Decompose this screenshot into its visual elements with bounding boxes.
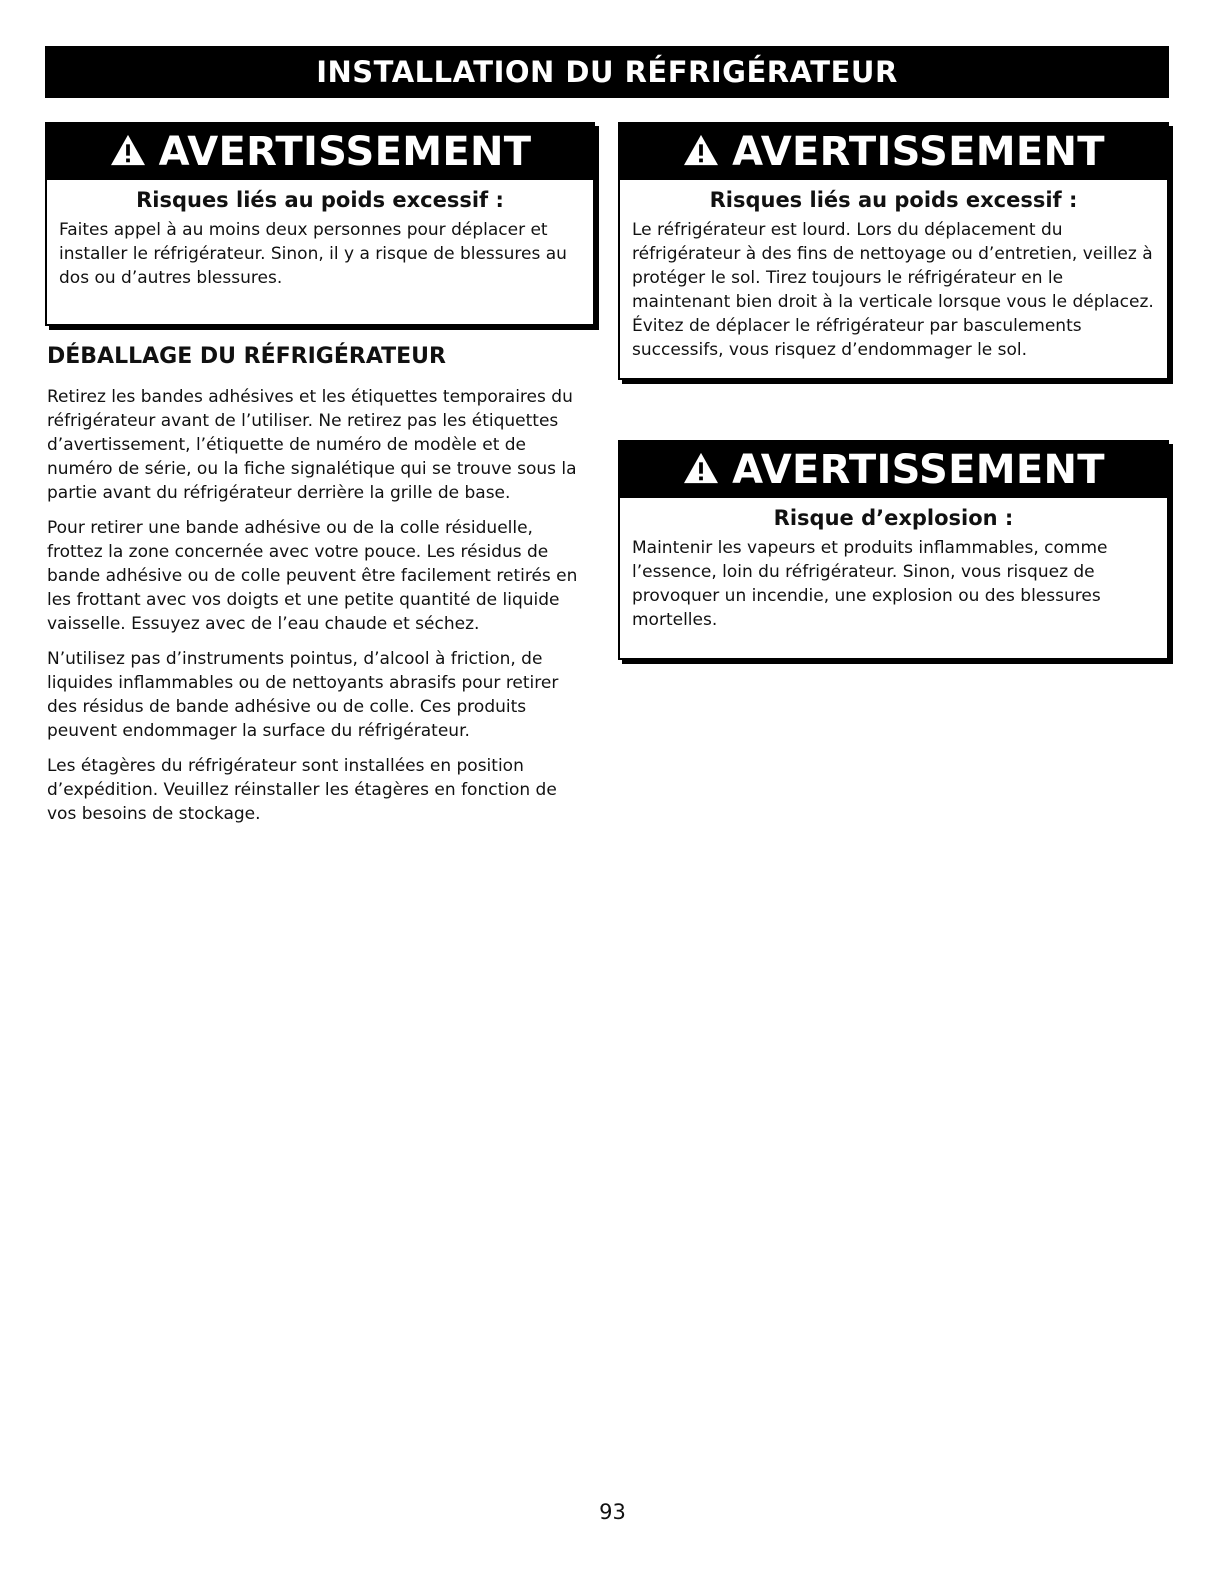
warning-heading: AVERTISSEMENT bbox=[158, 129, 532, 175]
warning-triangle-icon bbox=[682, 451, 720, 485]
unpacking-body bbox=[47, 385, 587, 837]
warning-heading: AVERTISSEMENT bbox=[732, 129, 1105, 175]
warning-header bbox=[620, 442, 1167, 498]
warning-triangle-icon bbox=[109, 133, 147, 167]
paragraph: N’utilisez pas d’instruments pointus, d’alcool à friction, de liquides inflammables ou de nettoyants abrasifs pour retirer des résidus de bande adhésive ou de colle. Ces produits peuvent endommager la surface du réfrigérateur. bbox=[47, 649, 559, 741]
warning-subtitle: Risque d’explosion : bbox=[773, 506, 1014, 530]
warning-triangle-icon bbox=[682, 133, 720, 167]
paragraph: Pour retirer une bande adhésive ou de la colle résiduelle, frottez la zone concernée avec votre pouce. Les résidus de bande adhésive ou de colle peuvent être facilement retirés en les frottant avec vos doigts et une petite quantité de liquide vaisselle. Essuyez avec de l’eau chaude et séchez. bbox=[47, 518, 578, 634]
warning-header bbox=[47, 124, 593, 180]
warning-box-explosion bbox=[618, 440, 1169, 660]
warning-box-weight-right bbox=[618, 122, 1169, 380]
warning-body: Maintenir les vapeurs et produits inflammables, comme l’essence, loin du réfrigérateur. Sinon, vous risquez de provoquer un incendie, une explosion ou des blessures mortelles. bbox=[632, 538, 1108, 630]
paragraph: Retirez les bandes adhésives et les étiquettes temporaires du réfrigérateur avant de l’utiliser. Ne retirez pas les étiquettes d’avertissement, l’étiquette de numéro de modèle et de numéro de série, ou la fiche signalétique qui se trouve sous la partie avant du réfrigérateur derrière la grille de base. bbox=[47, 387, 577, 503]
paragraph: Les étagères du réfrigérateur sont installées en position d’expédition. Veuillez réinstaller les étagères en fonction de vos besoins de stockage. bbox=[47, 756, 557, 824]
warning-heading: AVERTISSEMENT bbox=[732, 447, 1105, 493]
page-title-banner bbox=[45, 46, 1169, 98]
warning-subtitle: Risques liés au poids excessif : bbox=[709, 188, 1078, 212]
warning-body: Faites appel à au moins deux personnes pour déplacer et installer le réfrigérateur. Sinon, il y a risque de blessures au dos ou d’autres blessures. bbox=[59, 220, 567, 288]
page-number: 93 bbox=[599, 1500, 626, 1524]
section-heading-unpacking: DÉBALLAGE DU RÉFRIGÉRATEUR bbox=[47, 344, 446, 369]
warning-body: Le réfrigérateur est lourd. Lors du déplacement du réfrigérateur à des fins de nettoyage ou d’entretien, veillez à protéger le sol. Tirez toujours le réfrigérateur en le maintenant bien droit à la verticale lorsque vous le déplacez. Évitez de déplacer le réfrigérateur par basculements successifs, vous risquez d’endommager le sol. bbox=[632, 220, 1154, 360]
warning-subtitle: Risques liés au poids excessif : bbox=[136, 188, 504, 212]
page-title: INSTALLATION DU RÉFRIGÉRATEUR bbox=[316, 55, 898, 89]
warning-header bbox=[620, 124, 1167, 180]
warning-box-weight-left bbox=[45, 122, 595, 326]
